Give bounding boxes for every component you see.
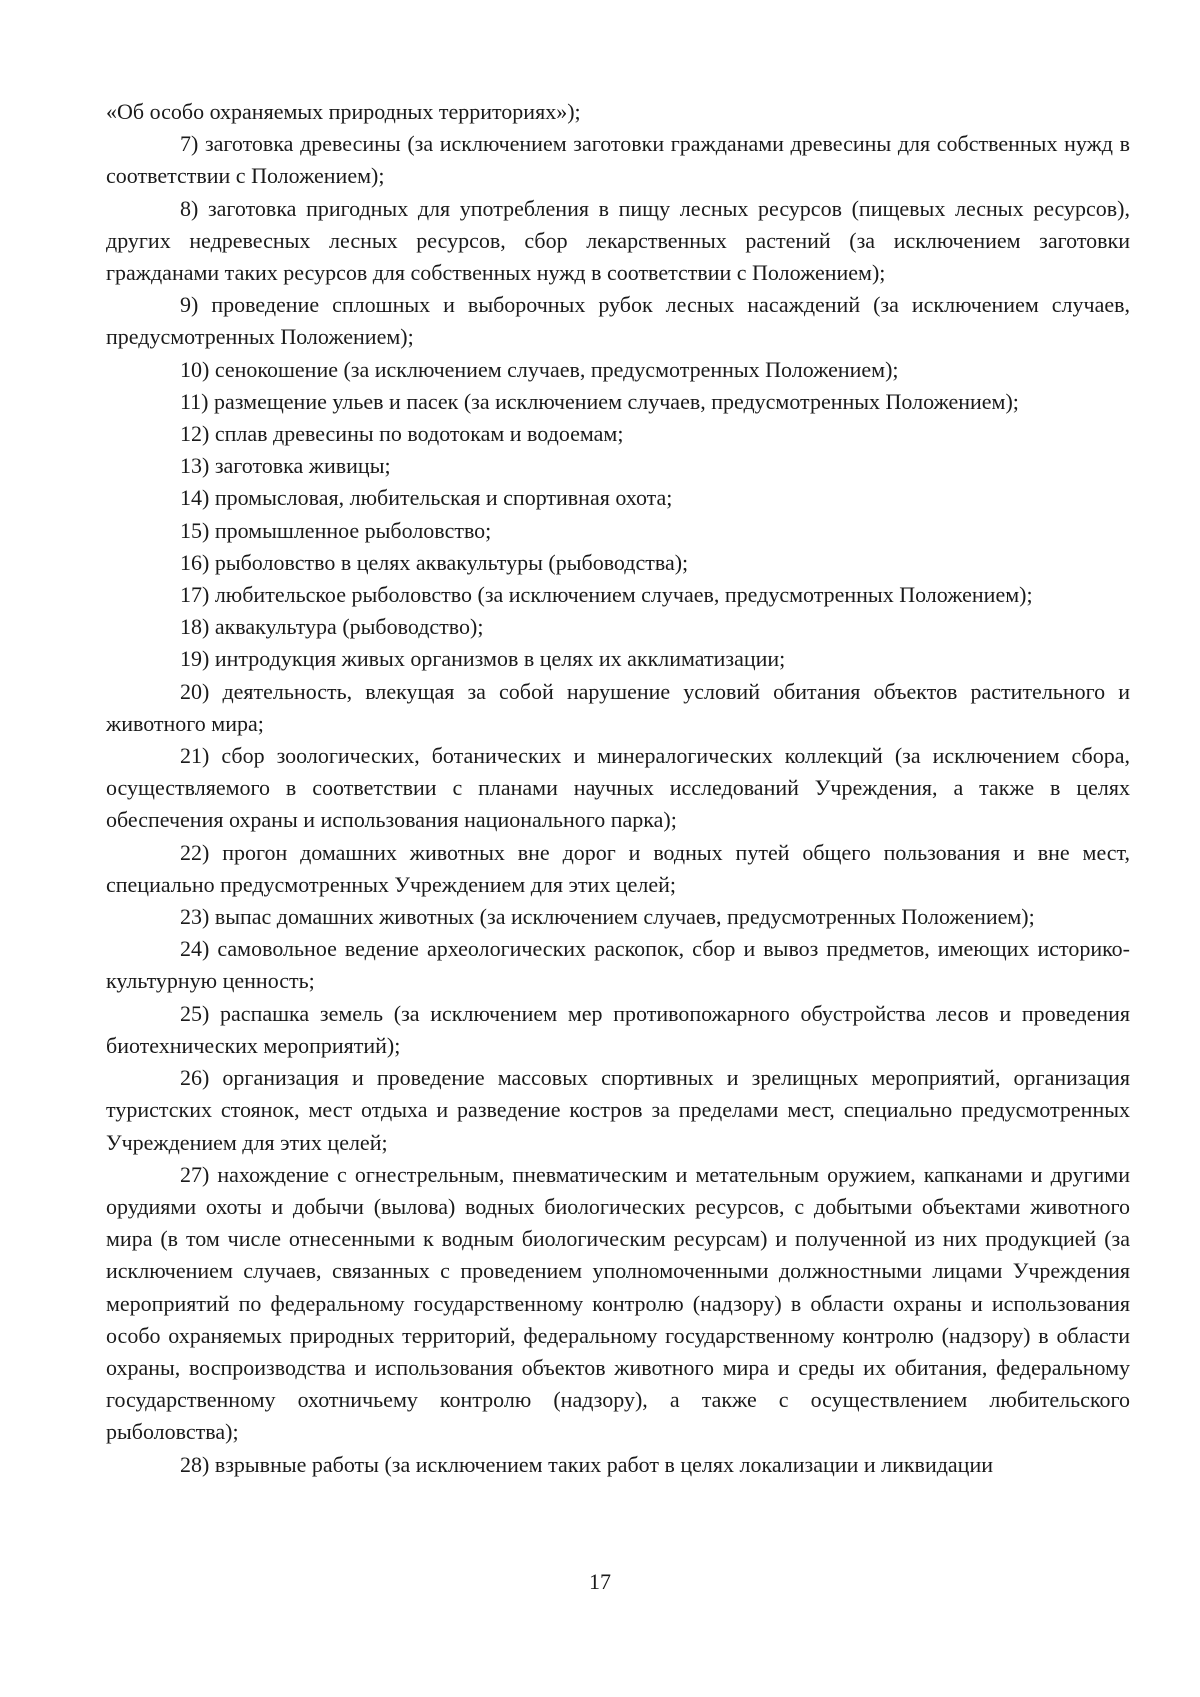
- list-item-9: 9) проведение сплошных и выборочных рубок лесных насаждений (за исключением случаев, предусмотренных Положением);: [106, 292, 1130, 350]
- list-item-14: 14) промысловая, любительская и спортивная охота;: [180, 485, 673, 511]
- list-item-17: 17) любительское рыболовство (за исключением случаев, предусмотренных Положением);: [180, 582, 1033, 608]
- list-item-8: 8) заготовка пригодных для употребления в пищу лесных ресурсов (пищевых лесных ресурсов), других недревесных лесных ресурсов, сбор лекарственных растений (за исключением заготовки гражданами таких ресурсов для собственных нужд в соответствии с Положением);: [106, 195, 1130, 286]
- list-item-22: 22) прогон домашних животных вне дорог и водных путей общего пользования и вне мест, специально предусмотренных Учреждением для этих целей;: [106, 839, 1130, 897]
- paragraph-continuation: «Об особо охраняемых природных территориях»);: [106, 99, 581, 124]
- list-item-27: 27) нахождение с огнестрельным, пневматическим и метательным оружием, капканами и другими орудиями охоты и добычи (вылова) водных биологических ресурсов, с добытыми объектами животного мира (в том числе отнесенными к водным биологическим ресурсам) и полученной из них продукцией (за исключением случаев, связанных с проведением уполномоченными должностными лицами Учреждения мероприятий по федеральному государственному контролю (надзору) в области охраны и использования особо охраняемых природных территорий, федеральному государственному контролю (надзору) в области охраны, воспроизводства и использования объектов животного мира и среды их обитания, федеральному государственному охотничьему контролю (надзору), а также с осуществлением любительского рыболовства);: [106, 1161, 1130, 1445]
- list-item-19: 19) интродукция живых организмов в целях их акклиматизации;: [180, 646, 786, 672]
- list-item-23: 23) выпас домашних животных (за исключением случаев, предусмотренных Положением);: [180, 904, 1035, 930]
- page-number: 17: [589, 1569, 611, 1594]
- list-item-12: 12) сплав древесины по водотокам и водоемам;: [180, 421, 624, 447]
- list-item-13: 13) заготовка живицы;: [180, 453, 391, 479]
- list-item-7: 7) заготовка древесины (за исключением заготовки гражданами древесины для собственных нужд в соответствии с Положением);: [106, 131, 1130, 189]
- list-item-11: 11) размещение ульев и пасек (за исключением случаев, предусмотренных Положением);: [180, 388, 1019, 414]
- list-item-20: 20) деятельность, влекущая за собой нарушение условий обитания объектов растительного и животного мира;: [106, 678, 1130, 736]
- list-item-28: 28) взрывные работы (за исключением таких работ в целях локализации и ликвидации: [180, 1451, 993, 1477]
- list-item-24: 24) самовольное ведение археологических раскопок, сбор и вывоз предметов, имеющих историко-культурную ценность;: [106, 936, 1130, 994]
- list-item-18: 18) аквакультура (рыбоводство);: [180, 614, 484, 640]
- list-item-26: 26) организация и проведение массовых спортивных и зрелищных мероприятий, организация туристских стоянок, мест отдыха и разведение костров за пределами мест, специально предусмотренных Учреждением для этих целей;: [106, 1065, 1130, 1155]
- list-item-21: 21) сбор зоологических, ботанических и минералогических коллекций (за исключением сбора, осуществляемого в соответствии с планами научных исследований Учреждения, а также в целях обеспечения охраны и использования национального парка);: [106, 743, 1130, 833]
- list-item-15: 15) промышленное рыболовство;: [180, 517, 492, 543]
- list-item-16: 16) рыболовство в целях аквакультуры (рыбоводства);: [180, 549, 689, 575]
- list-item-25: 25) распашка земель (за исключением мер противопожарного обустройства лесов и проведения биотехнических мероприятий);: [106, 1000, 1130, 1058]
- document-body: [106, 96, 1130, 1481]
- list-item-10: 10) сенокошение (за исключением случаев, предусмотренных Положением);: [180, 356, 899, 382]
